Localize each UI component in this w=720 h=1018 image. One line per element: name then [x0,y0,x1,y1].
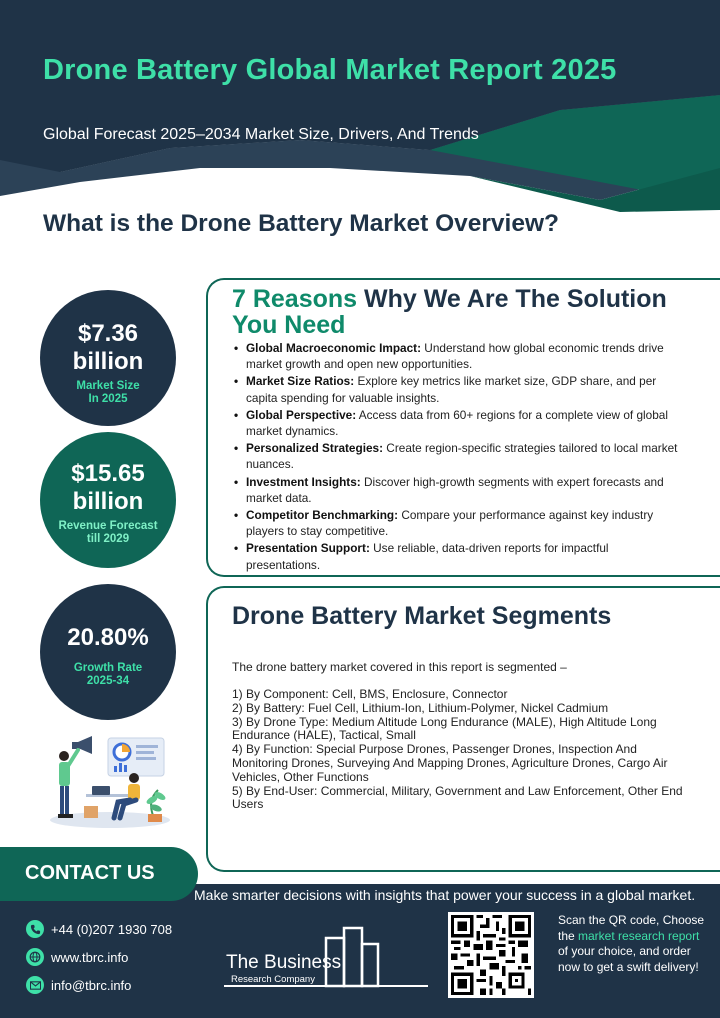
reason-item [246,340,682,372]
website-link: www.tbrc.info [51,949,129,965]
reason-text: Discover high-growth segments with expert forecasts and market data. [246,474,664,505]
logo-subtitle: Research Company [231,974,315,985]
segment-item: 5) By End-User: Commercial, Military, Government and Law Enforcement, Other End Users [232,783,683,812]
reason-title: Personalized Strategies: [246,441,384,456]
segment-item: 2) By Battery: Fuel Cell, Lithium-Ion, Lithium-Polymer, Nickel Cadmium [232,700,609,715]
segment-item: 4) By Function: Special Purpose Drones, Passenger Drones, Inspection And Monitoring Drones, Surveying And Mapping Drones, Agriculture Drones, Cargo Air Vehicles, Other Functions [232,742,668,784]
reason-title: Market Size Ratios: [246,374,355,389]
segments-panel [206,586,720,872]
stat-value-unit: billion [72,348,144,375]
phone-number: +44 (0)207 1930 708 [51,921,173,937]
phone-icon [26,920,44,938]
segments-list [232,688,688,812]
contact-us-heading: CONTACT US [25,862,155,884]
stat-value: 20.80% [67,624,149,651]
email-contact[interactable] [26,976,131,994]
email-address: info@tbrc.info [51,977,132,993]
reason-text: Create region-specific strategies tailored to local market nuances. [246,441,678,472]
reason-item [246,373,682,405]
reason-title: Presentation Support: [246,541,370,556]
market-size-stat [40,290,176,426]
stat-label-year: 2025-34 [86,675,130,687]
segments-intro: The drone battery market covered in this report is segmented – [232,660,567,674]
reason-item [246,507,682,539]
header-background [0,0,720,215]
mail-icon [26,976,44,994]
reason-text: Use reliable, data-driven reports for impactful presentations. [246,541,609,572]
revenue-forecast-stat [40,432,176,568]
presentation-illustration [48,734,172,830]
reasons-panel [206,278,720,577]
report-subtitle: Global Forecast 2025–2034 Market Size, Drivers, And Trends [43,126,479,143]
reason-item [246,407,682,439]
reason-title: Global Macroeconomic Impact: [246,341,422,355]
reason-title: Global Perspective: [246,407,357,422]
segment-item: 1) By Component: Cell, BMS, Enclosure, Connector [232,687,508,701]
stat-label-year: till 2029 [86,533,130,545]
qr-text-start: Scan the QR code, Choose the [558,913,705,943]
qr-text-end: of your choice, and order now to get a swift delivery! [558,944,699,974]
stat-value: $15.65 [71,460,145,487]
globe-icon [26,948,44,966]
report-title: Drone Battery Global Market Report 2025 [43,54,617,86]
reason-item [246,540,682,572]
stat-label: Revenue Forecast [58,520,158,532]
footer-tagline: Make smarter decisions with insights that power your success in a global market. [194,887,696,903]
reason-item [246,474,682,506]
stat-label: Market Size [76,380,140,392]
reason-text: Explore key metrics like market size, GDP share, and per capita spending for valuable insights. [246,374,657,405]
segment-item: 3) By Drone Type: Medium Altitude Long Endurance (MALE), High Altitude Long Endurance (HALE), Tactical, Small [232,714,657,743]
reasons-heading-rest: Why We Are The Solution [364,285,667,313]
tbrc-logo [222,922,432,990]
stat-value-unit: billion [72,488,144,515]
report-header [0,0,720,215]
phone-contact[interactable] [26,920,172,938]
reason-text: Compare your performance against key industry players to stay competitive. [246,508,654,539]
reasons-heading-line2: You Need [232,311,346,339]
reason-item [246,440,682,472]
qr-instructions [558,913,708,975]
stat-label-year: In 2025 [88,393,128,405]
contact-us-tab [0,847,198,901]
reason-title: Competitor Benchmarking: [246,508,399,523]
reason-text: Access data from 60+ regions for a complete view of global market dynamics. [246,407,668,439]
reasons-heading-accent: 7 Reasons [232,285,358,313]
reasons-heading [232,286,712,338]
growth-rate-stat [40,584,176,720]
stat-value: $7.36 [77,320,139,347]
qr-text-highlight[interactable]: market research report [578,928,700,943]
reason-title: Investment Insights: [246,474,361,489]
segments-heading: Drone Battery Market Segments [232,602,612,630]
website-contact[interactable] [26,948,128,966]
logo-name: The Business [226,952,342,973]
reason-text: Understand how global economic trends drive market growth and open new opportunities. [246,341,664,372]
stat-label: Growth Rate [73,662,143,674]
qr-code[interactable] [448,912,534,998]
reasons-list [246,340,682,574]
overview-heading: What is the Drone Battery Market Overview? [43,210,560,237]
